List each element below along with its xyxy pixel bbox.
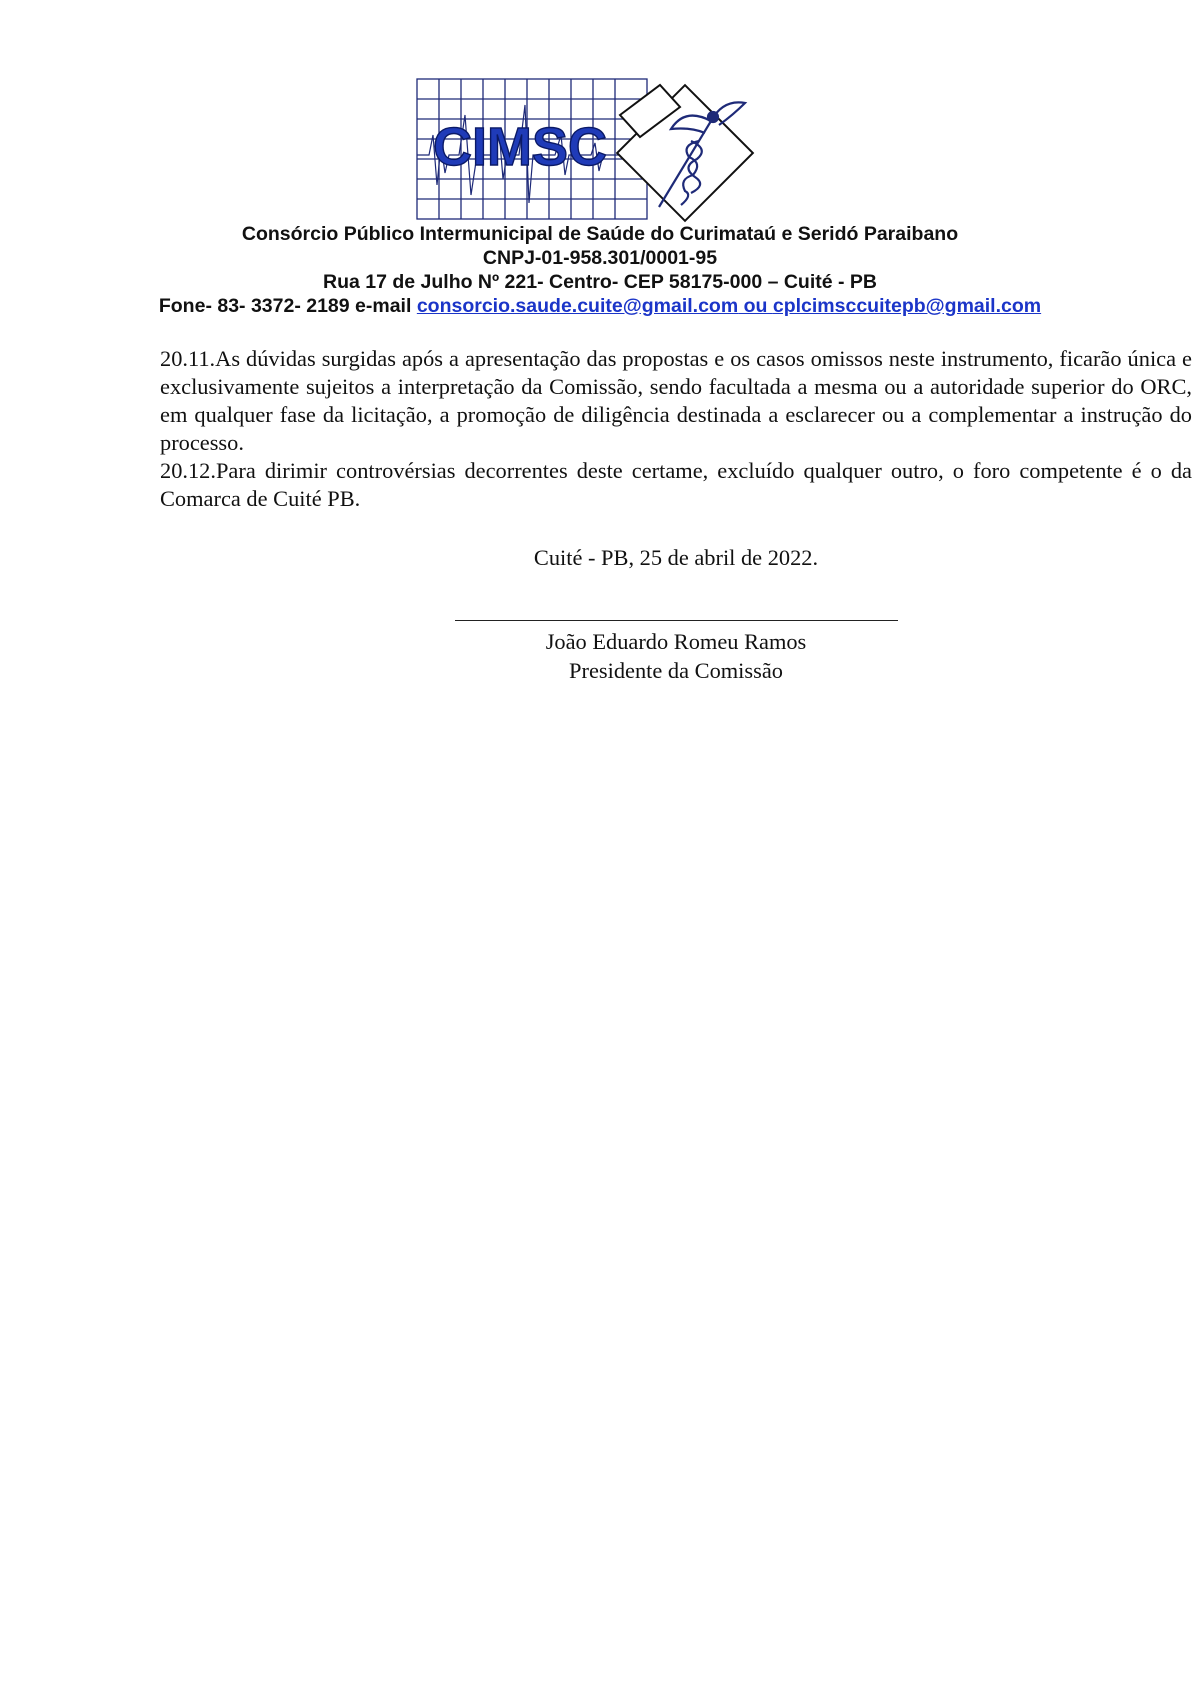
address: Rua 17 de Julho Nº 221- Centro- CEP 58175-000 – Cuité - PB: [322, 271, 878, 293]
document-body: [160, 345, 1192, 513]
cimsc-logo-text: CIMSC: [433, 117, 607, 177]
email-link-cpl[interactable]: cplcimsccuitepb@gmail.com: [772, 295, 1042, 317]
signer-role: Presidente da Comissão: [569, 658, 783, 683]
clause-20-11: 20.11.As dúvidas surgidas após a apresentação das propostas e os casos omissos neste instrumento, ficarão única e exclusivamente sujeitos a interpretação da Comissão, sendo facultada a mesma ou a autoridade superior do ORC, em qualquer fase da licitação, a promoção de diligência destinada a esclarecer ou a complementar a instrução do processo.: [160, 346, 1192, 455]
cimsc-logo: [415, 75, 775, 223]
letterhead: [0, 222, 1200, 318]
signer-name: João Eduardo Romeu Ramos: [545, 629, 807, 654]
organization-name: Consórcio Público Intermunicipal de Saúde do Curimataú e Seridó Paraibano: [241, 223, 959, 245]
date-location: Cuité - PB, 25 de abril de 2022.: [533, 545, 819, 570]
clause-20-12: 20.12.Para dirimir controvérsias decorrentes deste certame, excluído qualquer outro, o foro competente é o da Comarca de Cuité PB.: [160, 458, 1192, 511]
email-link-consorcio[interactable]: consorcio.saude.cuite@gmail.com: [416, 295, 739, 317]
contact-line: [0, 294, 1200, 318]
email-separator: ou: [738, 295, 773, 317]
phone-label: Fone- 83- 3372- 2189 e-mail: [158, 295, 417, 317]
cnpj: CNPJ-01-958.301/0001-95: [482, 247, 718, 269]
signature-line: [455, 620, 898, 621]
